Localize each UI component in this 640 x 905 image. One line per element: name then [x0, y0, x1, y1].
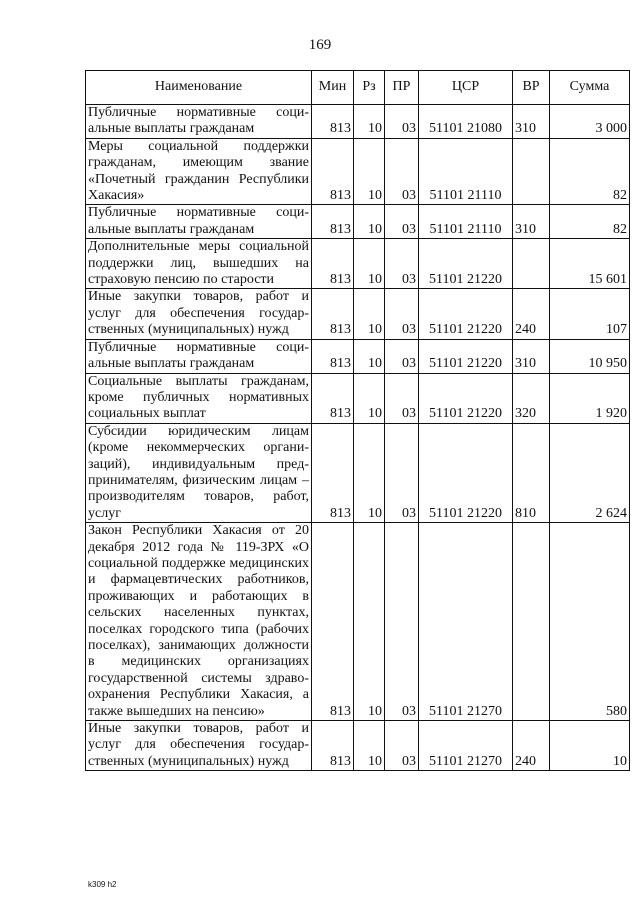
- row-pr-cell: 03: [385, 239, 419, 289]
- row-csr-cell: 51101 21220: [419, 239, 513, 289]
- row-name-cell: Меры социальной поддержки гражданам, имеющим звание «Почетный гражданин Республики Хакасия»: [86, 138, 312, 205]
- column-header-pr: ПР: [385, 71, 419, 105]
- row-pr-cell: 03: [385, 423, 419, 522]
- budget-table: [85, 70, 630, 771]
- table-row: [86, 239, 630, 289]
- row-vr-cell: 310: [513, 105, 550, 139]
- row-vr-cell: 240: [513, 289, 550, 339]
- table-row: [86, 205, 630, 239]
- table-row: [86, 339, 630, 373]
- row-pr-cell: 03: [385, 105, 419, 139]
- row-vr-cell: [513, 239, 550, 289]
- row-csr-cell: 51101 21270: [419, 721, 513, 771]
- row-csr-cell: 51101 21270: [419, 523, 513, 721]
- row-pr-cell: 03: [385, 523, 419, 721]
- column-header-sum: Сумма: [550, 71, 630, 105]
- row-csr-cell: 51101 21220: [419, 373, 513, 423]
- row-min-cell: 813: [312, 339, 354, 373]
- row-pr-cell: 03: [385, 373, 419, 423]
- table-row: [86, 373, 630, 423]
- row-min-cell: 813: [312, 105, 354, 139]
- row-csr-cell: 51101 21220: [419, 339, 513, 373]
- column-header-min: Мин: [312, 71, 354, 105]
- row-rz-cell: 10: [354, 105, 385, 139]
- row-sum-cell: 10: [550, 721, 630, 771]
- row-sum-cell: 15 601: [550, 239, 630, 289]
- row-vr-cell: 310: [513, 205, 550, 239]
- row-name-cell: Дополнительные меры социальной поддержки лиц, вышедших на страховую пенсию по старости: [86, 239, 312, 289]
- row-rz-cell: 10: [354, 239, 385, 289]
- row-min-cell: 813: [312, 373, 354, 423]
- row-vr-cell: 310: [513, 339, 550, 373]
- table-row: [86, 105, 630, 139]
- row-name-cell: Публичные нормативные социальные выплаты гражданам: [86, 339, 312, 373]
- row-name-cell: Закон Республики Хакасия от 20 декабря 2012 года № 119-ЗРХ «О социальной поддержке медицинских и фармацевтических работников, проживающих и работающих в сельских населенных пунктах, поселках городского типа (рабочих поселках), занимающих должности в медицинских организациях государственной системы здравоохранения Республики Хакасия, а также вышедших на пенсию»: [86, 523, 312, 721]
- row-sum-cell: 1 920: [550, 373, 630, 423]
- table-header-row: [86, 71, 630, 105]
- row-csr-cell: 51101 21220: [419, 289, 513, 339]
- row-rz-cell: 10: [354, 523, 385, 721]
- row-rz-cell: 10: [354, 423, 385, 522]
- page-number: 169: [308, 37, 332, 53]
- table-row: [86, 138, 630, 205]
- row-min-cell: 813: [312, 239, 354, 289]
- row-csr-cell: 51101 21220: [419, 423, 513, 522]
- row-sum-cell: 82: [550, 138, 630, 205]
- row-csr-cell: 51101 21110: [419, 205, 513, 239]
- row-sum-cell: 2 624: [550, 423, 630, 522]
- row-name-cell: Иные закупки товаров, работ и услуг для обеспечения государственных (муниципальных) нужд: [86, 289, 312, 339]
- row-min-cell: 813: [312, 523, 354, 721]
- row-sum-cell: 3 000: [550, 105, 630, 139]
- column-header-vr: ВР: [513, 71, 550, 105]
- row-rz-cell: 10: [354, 289, 385, 339]
- row-name-cell: Социальные выплаты гражданам, кроме публичных нормативных социальных выплат: [86, 373, 312, 423]
- row-name-cell: Публичные нормативные социальные выплаты гражданам: [86, 105, 312, 139]
- row-sum-cell: 107: [550, 289, 630, 339]
- row-vr-cell: 320: [513, 373, 550, 423]
- row-vr-cell: 810: [513, 423, 550, 522]
- row-sum-cell: 82: [550, 205, 630, 239]
- row-vr-cell: 240: [513, 721, 550, 771]
- row-name-cell: Субсидии юридическим лицам (кроме некоммерческих организаций), индивидуальным предпринимателям, физическим лицам – производителям товаров, работ, услуг: [86, 423, 312, 522]
- row-csr-cell: 51101 21110: [419, 138, 513, 205]
- column-header-csr: ЦСР: [419, 71, 513, 105]
- table-row: [86, 289, 630, 339]
- row-name-cell: Публичные нормативные социальные выплаты гражданам: [86, 205, 312, 239]
- row-rz-cell: 10: [354, 339, 385, 373]
- row-pr-cell: 03: [385, 289, 419, 339]
- row-min-cell: 813: [312, 721, 354, 771]
- row-min-cell: 813: [312, 289, 354, 339]
- footer-document-code: k309 h2: [88, 880, 117, 889]
- row-vr-cell: [513, 138, 550, 205]
- column-header-name: Наименование: [86, 71, 312, 105]
- row-min-cell: 813: [312, 205, 354, 239]
- row-rz-cell: 10: [354, 721, 385, 771]
- row-name-cell: Иные закупки товаров, работ и услуг для обеспечения государственных (муниципальных) нужд: [86, 721, 312, 771]
- row-pr-cell: 03: [385, 721, 419, 771]
- row-rz-cell: 10: [354, 373, 385, 423]
- row-csr-cell: 51101 21080: [419, 105, 513, 139]
- row-vr-cell: [513, 523, 550, 721]
- row-rz-cell: 10: [354, 205, 385, 239]
- table-row: [86, 721, 630, 771]
- column-header-rz: Рз: [354, 71, 385, 105]
- table-row: [86, 523, 630, 721]
- row-pr-cell: 03: [385, 205, 419, 239]
- row-pr-cell: 03: [385, 339, 419, 373]
- row-rz-cell: 10: [354, 138, 385, 205]
- row-min-cell: 813: [312, 423, 354, 522]
- row-pr-cell: 03: [385, 138, 419, 205]
- row-min-cell: 813: [312, 138, 354, 205]
- row-sum-cell: 580: [550, 523, 630, 721]
- table-row: [86, 423, 630, 522]
- row-sum-cell: 10 950: [550, 339, 630, 373]
